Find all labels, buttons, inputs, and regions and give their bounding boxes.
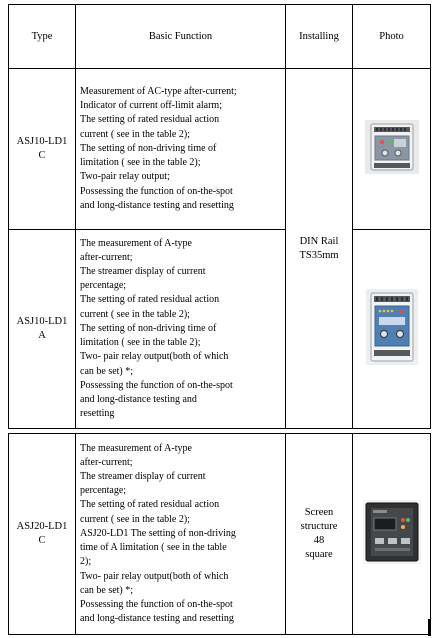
installing-line: Screen [304, 507, 334, 518]
function-line: Possessing the function of on-the-spot [80, 598, 233, 610]
type-suffix: A [38, 330, 46, 341]
function-line: current ( see in the table 2); [80, 128, 190, 140]
function-line: after-current; [80, 251, 133, 263]
installing-line: DIN Rail [299, 235, 339, 247]
function-line: Measurement of AC-type after-current; [80, 86, 237, 98]
installing-cell [286, 69, 353, 429]
function-line: Two- pair relay output(both of which [80, 570, 229, 582]
din-rail-relay-gray-panel-icon [365, 120, 419, 174]
function-line: The setting of non-driving time of [80, 322, 217, 334]
function-line: The streamer display of current [80, 266, 206, 278]
type-cell [9, 230, 76, 429]
function-line: limitation ( see in the table 2); [80, 157, 201, 169]
type-suffix: C [38, 150, 46, 161]
function-line: Possessing the function of on-the-spot [80, 379, 233, 391]
function-line: The setting of non-driving time of [80, 142, 217, 154]
function-line: and long-distance testing and [80, 393, 197, 405]
function-line: The streamer display of current [80, 471, 206, 483]
function-line: The setting of rated residual action [80, 114, 220, 126]
installing-line: 48 [313, 535, 325, 546]
function-line: The measurement of A-type [80, 237, 192, 249]
function-line: can be set) *; [80, 365, 134, 377]
type-cell [9, 69, 76, 230]
type-suffix: C [38, 535, 46, 546]
table-row [9, 69, 431, 230]
function-line: and long-distance testing and resetting [80, 199, 234, 211]
function-line: percentage; [80, 280, 127, 292]
type-cell [9, 434, 76, 635]
function-line: can be set) *; [80, 584, 134, 596]
text-cursor-mark [428, 619, 431, 636]
type-model: ASJ10-LD1 [16, 316, 68, 327]
header-row [9, 5, 431, 69]
header-installing: Installing [286, 5, 353, 69]
photo-cell [353, 434, 431, 635]
type-model: ASJ20-LD1 [16, 521, 68, 532]
function-line: Indicator of current off-limit alarm; [80, 100, 222, 112]
function-line: 2); [80, 556, 92, 568]
header-basic-function: Basic Function [76, 5, 286, 69]
header-photo: Photo [353, 5, 431, 69]
table-row [9, 434, 431, 635]
function-line: Two- pair relay output(both of which [80, 351, 229, 363]
function-line: percentage; [80, 485, 127, 497]
function-line: and long-distance testing and resetting [80, 613, 234, 625]
function-line: current ( see in the table 2); [80, 308, 190, 320]
photo-cell [353, 69, 431, 230]
function-line: current ( see in the table 2); [80, 513, 190, 525]
function-line: limitation ( see in the table 2); [80, 337, 201, 349]
function-line: Two-pair relay output; [80, 171, 170, 183]
function-line: resetting [80, 408, 115, 420]
table-row [9, 230, 431, 429]
header-type: Type [9, 5, 76, 69]
installing-cell [286, 434, 353, 635]
function-line: The setting of rated residual action [80, 499, 220, 511]
function-cell [76, 434, 286, 635]
installing-line: structure [300, 521, 338, 532]
photo-cell [353, 230, 431, 429]
product-table-bottom [8, 433, 431, 635]
function-cell [76, 69, 286, 230]
installing-line: TS35mm [299, 249, 339, 261]
function-line: after-current; [80, 456, 133, 468]
function-line: ASJ20-LD1 The setting of non-driving [80, 527, 236, 539]
installing-line: square [305, 549, 333, 560]
function-line: time of A limitation ( see in the table [80, 542, 227, 554]
function-line: The measurement of A-type [80, 442, 192, 454]
function-line: The setting of rated residual action [80, 294, 220, 306]
product-table-top [8, 4, 431, 429]
function-cell [76, 230, 286, 429]
panel-mount-relay-icon [363, 500, 421, 564]
type-model: ASJ10-LD1 [16, 136, 68, 147]
din-rail-relay-blue-panel-icon [366, 289, 418, 365]
function-line: Possessing the function of on-the-spot [80, 185, 233, 197]
